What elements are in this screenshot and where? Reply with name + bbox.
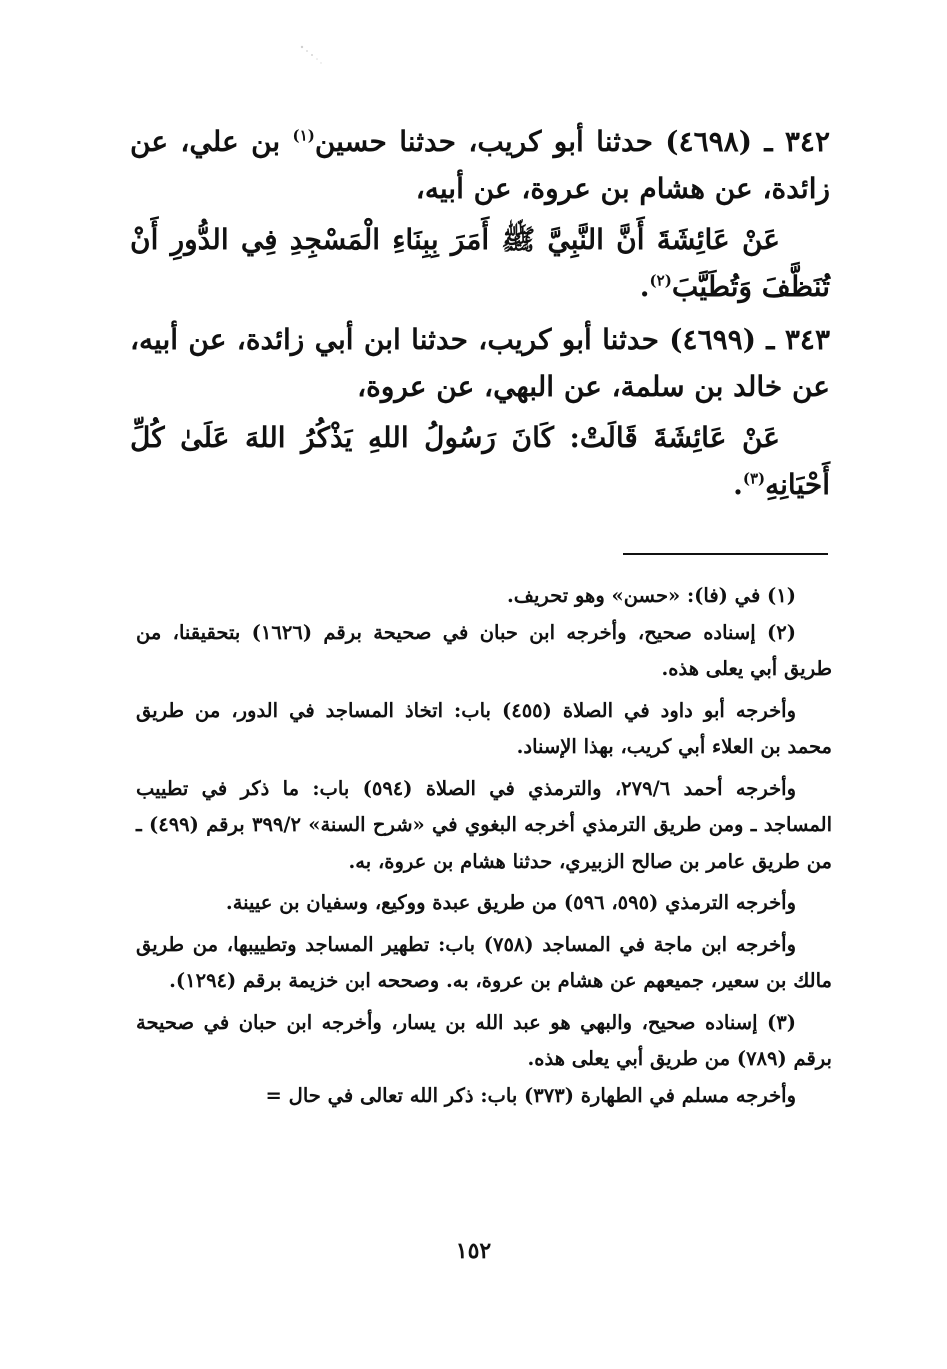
footnote-2-tirmidhi: وأخرجه الترمذي (٥٩٥، ٥٩٦) من طريق عبدة ووكيع، وسفيان بن عيينة. — [225, 891, 796, 914]
footnote-ref-1: (١) — [292, 126, 315, 145]
entry-342-header-text: ٣٤٢ ـ (٤٦٩٨) حدثنا أبو كريب، حدثنا حسين — [314, 125, 830, 158]
entry-342-hadith — [130, 216, 830, 310]
entry-343-hadith-end: . — [733, 468, 743, 501]
entry-342-header — [130, 118, 830, 212]
footnote-2-ibn-majah: وأخرجه ابن ماجة في المساجد (٧٥٨) باب: تطهير المساجد وتطييبها، من طريق مالك بن سعير، جميعهم عن هشام بن عروة، به. وصححه ابن خزيمة برقم (١٢٩٤). — [136, 932, 832, 992]
footnote-2-ahmad: وأخرجه أحمد ٢٧٩/٦، والترمذي في الصلاة (٥٩٤) باب: ما ذكر في تطييب المساجد ـ ومن طريق الترمذي أخرجه البغوي في «شرح السنة» ٣٩٩/٢ برقم (٤٩٩) ـ من طريق عامر بن صالح الزبيري، حدثنا هشام بن عروة، به. — [136, 776, 832, 873]
page-number: ١٥٢ — [455, 1238, 492, 1264]
footnote-ref-2: (٢) — [649, 271, 672, 290]
footnote-3: (٣) إسناده صحيح، والبهي هو عبد الله بن يسار، وأخرجه ابن حبان في صحيحة برقم (٧٨٩) من طريق أبي يعلى هذه. — [136, 1010, 832, 1070]
footnote-divider — [623, 553, 828, 555]
footnote-3-muslim: وأخرجه مسلم في الطهارة (٣٧٣) باب: ذكر الله تعالى في حال = — [265, 1083, 796, 1107]
footnote-1: (١) في (فا): «حسن» وهو تحريف. — [507, 584, 796, 607]
entry-342-hadith-text: عَنْ عَائِشَةَ أَنَّ النَّبِيَّ ﷺ أَمَرَ بِبِنَاءِ الْمَسْجِدِ فِي الدُّورِ أَنْ تُنَظَّفَ وَتُطَيَّبَ — [130, 223, 830, 303]
main-text — [130, 118, 830, 508]
footnote-ref-3: (٣) — [742, 469, 766, 488]
entry-343-hadith — [130, 414, 830, 508]
entry-342-hadith-end: . — [639, 270, 650, 303]
scan-speck — [296, 42, 326, 68]
footnote-2: (٢) إسناده صحيح، وأخرجه ابن حبان في صحيحة برقم (١٦٢٦) بتحقيقنا، من طريق أبي يعلى هذه. — [136, 620, 832, 680]
footnote-2-abu-dawud: وأخرجه أبو داود في الصلاة (٤٥٥) باب: اتخاذ المساجد في الدور، من طريق محمد بن العلاء أبي كريب، بهذا الإسناد. — [136, 698, 832, 758]
entry-343-hadith-text: عَنْ عَائِشَةَ قَالَتْ: كَانَ رَسُولُ اللهِ يَذْكُرُ اللهَ عَلَىٰ كُلِّ أَحْيَانِهِ — [130, 421, 830, 501]
entry-343-header — [130, 316, 830, 410]
entry-342-header-rest: بن علي، عن زائدة، عن هشام بن عروة، عن أبيه، — [130, 125, 830, 205]
footnotes — [136, 578, 832, 1114]
entry-343-header-text: ٣٤٣ ـ (٤٦٩٩) حدثنا أبو كريب، حدثنا ابن أبي زائدة، عن أبيه، عن خالد بن سلمة، عن البهي، عن عروة، — [130, 323, 830, 403]
